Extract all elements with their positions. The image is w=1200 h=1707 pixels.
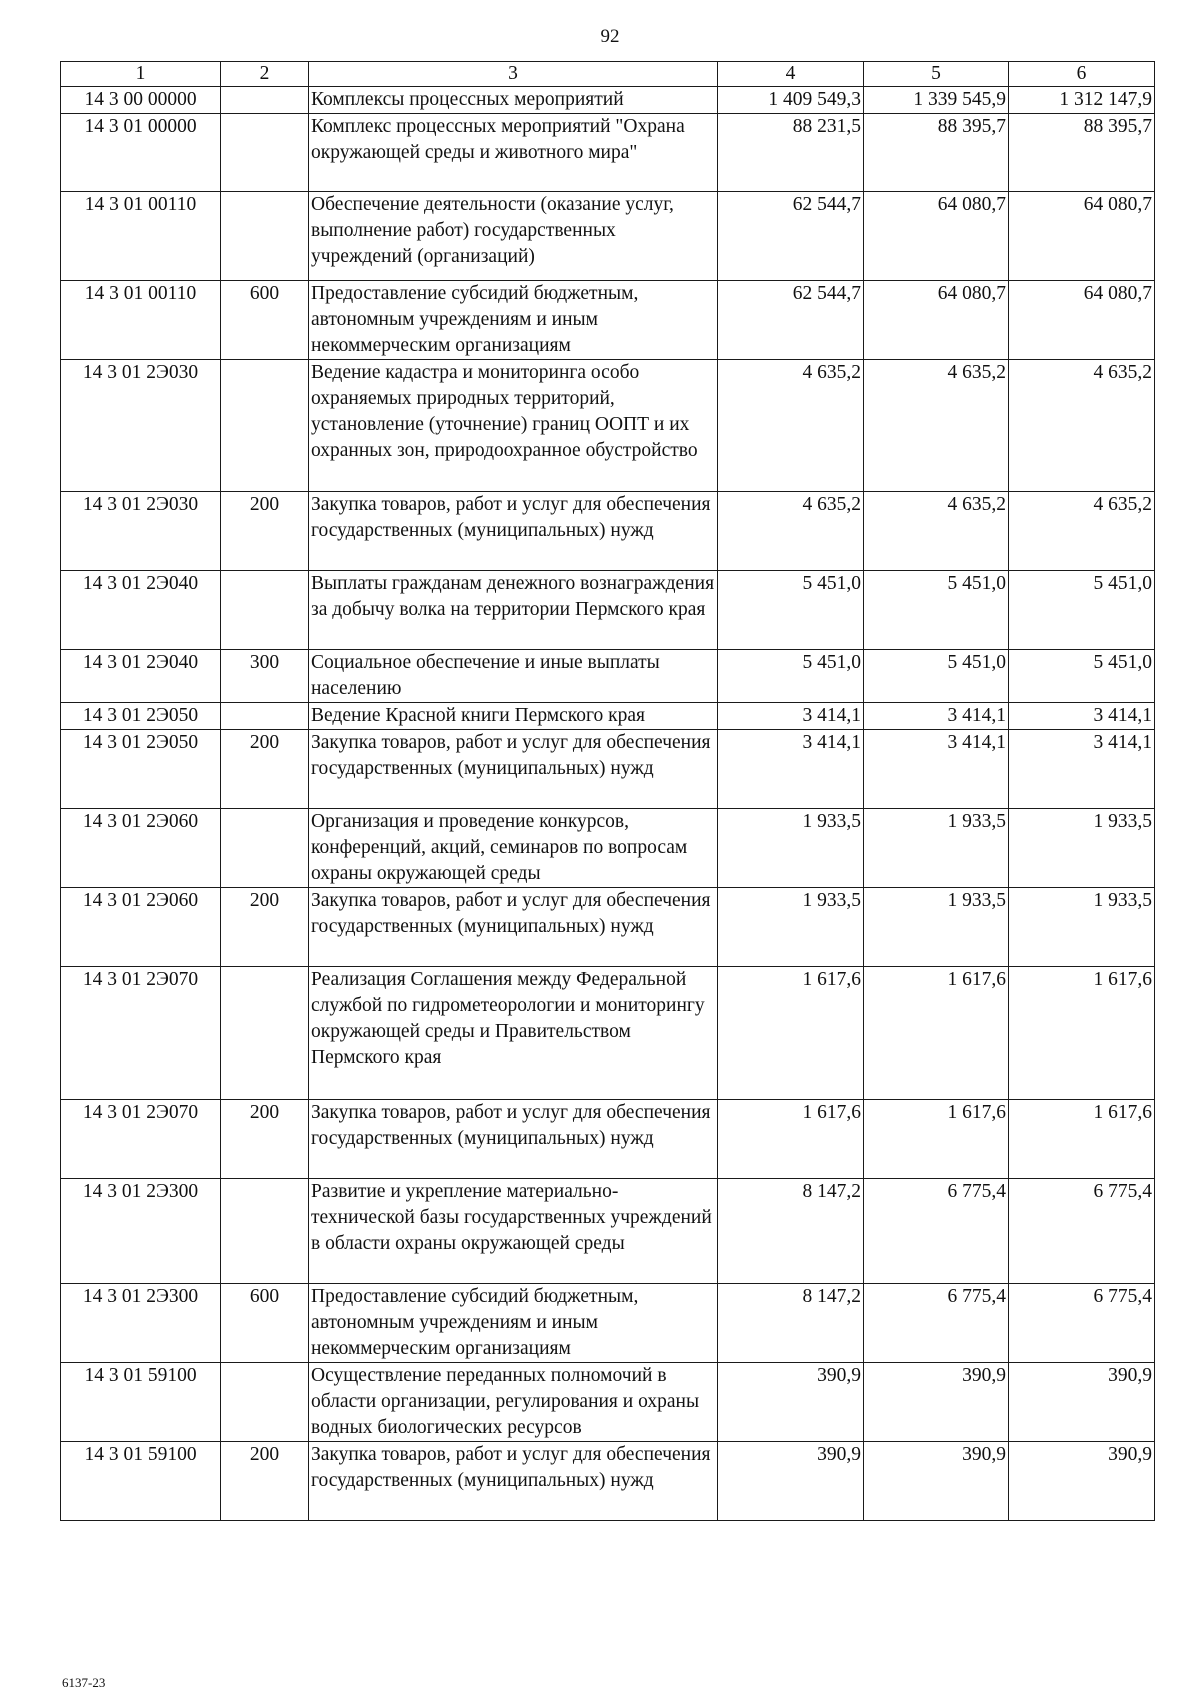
header-row: [61, 62, 1155, 87]
table-row: [61, 114, 1155, 192]
row-value-col6: 1 933,5: [1009, 809, 1155, 888]
document-code: 6137-23: [62, 1675, 106, 1690]
header-col-4: 4: [718, 62, 864, 87]
row-value-col6: 1 617,6: [1009, 1100, 1155, 1179]
row-value-col5: 3 414,1: [864, 730, 1009, 809]
row-expense-type: 300: [221, 650, 309, 703]
row-description: Закупка товаров, работ и услуг для обеспечения государственных (муниципальных) нужд: [309, 730, 718, 809]
row-expense-type: [221, 809, 309, 888]
row-value-col5: 64 080,7: [864, 192, 1009, 281]
row-value-col4: 88 231,5: [718, 114, 864, 192]
row-code: 14 3 01 2Э300: [61, 1179, 221, 1284]
row-value-col6: 5 451,0: [1009, 571, 1155, 650]
table-row: [61, 1179, 1155, 1284]
row-expense-type: [221, 967, 309, 1100]
row-code: 14 3 01 2Э070: [61, 1100, 221, 1179]
row-description: Закупка товаров, работ и услуг для обеспечения государственных (муниципальных) нужд: [309, 492, 718, 571]
table-row: [61, 888, 1155, 967]
row-value-col6: 6 775,4: [1009, 1179, 1155, 1284]
row-value-col4: 3 414,1: [718, 703, 864, 730]
row-code: 14 3 01 2Э040: [61, 650, 221, 703]
row-value-col4: 4 635,2: [718, 492, 864, 571]
row-value-col5: 5 451,0: [864, 571, 1009, 650]
row-value-col5: 390,9: [864, 1442, 1009, 1521]
row-code: 14 3 01 2Э060: [61, 888, 221, 967]
row-value-col6: 88 395,7: [1009, 114, 1155, 192]
row-value-col4: 390,9: [718, 1363, 864, 1442]
table-row: [61, 730, 1155, 809]
row-code: 14 3 01 2Э300: [61, 1284, 221, 1363]
row-description: Развитие и укрепление материально-технической базы государственных учреждений в области охраны окружающей среды: [309, 1179, 718, 1284]
row-code: 14 3 01 2Э030: [61, 360, 221, 492]
row-description: Комплексы процессных мероприятий: [309, 87, 718, 114]
row-value-col6: 390,9: [1009, 1442, 1155, 1521]
row-code: 14 3 00 00000: [61, 87, 221, 114]
table-row: [61, 1100, 1155, 1179]
row-value-col5: 64 080,7: [864, 281, 1009, 360]
row-description: Закупка товаров, работ и услуг для обеспечения государственных (муниципальных) нужд: [309, 888, 718, 967]
row-expense-type: [221, 192, 309, 281]
row-value-col6: 1 312 147,9: [1009, 87, 1155, 114]
row-description: Реализация Соглашения между Федеральной службой по гидрометеорологии и мониторингу окружающей среды и Правительством Пермского края: [309, 967, 718, 1100]
row-expense-type: 200: [221, 888, 309, 967]
page-number: 92: [600, 26, 620, 47]
row-code: 14 3 01 59100: [61, 1442, 221, 1521]
row-description: Обеспечение деятельности (оказание услуг, выполнение работ) государственных учреждений (организаций): [309, 192, 718, 281]
row-value-col5: 88 395,7: [864, 114, 1009, 192]
row-value-col4: 1 617,6: [718, 967, 864, 1100]
row-value-col5: 1 339 545,9: [864, 87, 1009, 114]
row-expense-type: [221, 1179, 309, 1284]
row-value-col5: 1 933,5: [864, 888, 1009, 967]
row-code: 14 3 01 00110: [61, 281, 221, 360]
row-description: Предоставление субсидий бюджетным, автономным учреждениям и иным некоммерческим организациям: [309, 281, 718, 360]
row-expense-type: [221, 703, 309, 730]
table-row: [61, 492, 1155, 571]
row-code: 14 3 01 2Э070: [61, 967, 221, 1100]
header-col-5: 5: [864, 62, 1009, 87]
row-description: Организация и проведение конкурсов, конференций, акций, семинаров по вопросам охраны окружающей среды: [309, 809, 718, 888]
row-value-col5: 1 933,5: [864, 809, 1009, 888]
row-expense-type: [221, 360, 309, 492]
row-value-col5: 4 635,2: [864, 492, 1009, 571]
row-value-col5: 6 775,4: [864, 1179, 1009, 1284]
row-value-col5: 4 635,2: [864, 360, 1009, 492]
row-value-col4: 8 147,2: [718, 1284, 864, 1363]
row-value-col4: 1 617,6: [718, 1100, 864, 1179]
table-row: [61, 650, 1155, 703]
row-value-col4: 1 933,5: [718, 888, 864, 967]
row-value-col6: 5 451,0: [1009, 650, 1155, 703]
table-row: [61, 703, 1155, 730]
row-description: Осуществление переданных полномочий в области организации, регулирования и охраны водных биологических ресурсов: [309, 1363, 718, 1442]
row-description: Ведение кадастра и мониторинга особо охраняемых природных территорий, установление (уточнение) границ ООПТ и их охранных зон, природоохранное обустройство: [309, 360, 718, 492]
header-col-1: 1: [61, 62, 221, 87]
row-value-col5: 1 617,6: [864, 1100, 1009, 1179]
row-value-col5: 6 775,4: [864, 1284, 1009, 1363]
row-code: 14 3 01 59100: [61, 1363, 221, 1442]
table-row: [61, 360, 1155, 492]
row-code: 14 3 01 2Э050: [61, 703, 221, 730]
row-value-col4: 3 414,1: [718, 730, 864, 809]
row-value-col6: 4 635,2: [1009, 492, 1155, 571]
table-row: [61, 809, 1155, 888]
table-row: [61, 192, 1155, 281]
budget-table: [60, 61, 1155, 1521]
header-col-2: 2: [221, 62, 309, 87]
row-description: Выплаты гражданам денежного вознаграждения за добычу волка на территории Пермского края: [309, 571, 718, 650]
row-value-col6: 64 080,7: [1009, 281, 1155, 360]
row-description: Предоставление субсидий бюджетным, автономным учреждениям и иным некоммерческим организациям: [309, 1284, 718, 1363]
row-value-col6: 4 635,2: [1009, 360, 1155, 492]
row-value-col4: 8 147,2: [718, 1179, 864, 1284]
row-value-col6: 1 933,5: [1009, 888, 1155, 967]
row-expense-type: 200: [221, 1442, 309, 1521]
row-expense-type: 200: [221, 730, 309, 809]
row-value-col4: 5 451,0: [718, 650, 864, 703]
row-value-col6: 64 080,7: [1009, 192, 1155, 281]
row-code: 14 3 01 2Э050: [61, 730, 221, 809]
row-value-col5: 5 451,0: [864, 650, 1009, 703]
row-value-col5: 3 414,1: [864, 703, 1009, 730]
header-col-3: 3: [309, 62, 718, 87]
table-row: [61, 967, 1155, 1100]
row-value-col4: 1 409 549,3: [718, 87, 864, 114]
row-value-col4: 62 544,7: [718, 192, 864, 281]
row-expense-type: 600: [221, 281, 309, 360]
row-code: 14 3 01 2Э040: [61, 571, 221, 650]
row-value-col6: 1 617,6: [1009, 967, 1155, 1100]
row-code: 14 3 01 00000: [61, 114, 221, 192]
row-code: 14 3 01 00110: [61, 192, 221, 281]
row-value-col6: 3 414,1: [1009, 703, 1155, 730]
row-expense-type: [221, 571, 309, 650]
table-row: [61, 1363, 1155, 1442]
row-expense-type: 200: [221, 492, 309, 571]
table-row: [61, 571, 1155, 650]
row-expense-type: 600: [221, 1284, 309, 1363]
table-row: [61, 1284, 1155, 1363]
row-description: Социальное обеспечение и иные выплаты населению: [309, 650, 718, 703]
row-value-col4: 62 544,7: [718, 281, 864, 360]
row-description: Комплекс процессных мероприятий "Охрана окружающей среды и животного мира": [309, 114, 718, 192]
row-value-col5: 1 617,6: [864, 967, 1009, 1100]
row-value-col6: 3 414,1: [1009, 730, 1155, 809]
row-value-col5: 390,9: [864, 1363, 1009, 1442]
row-value-col6: 390,9: [1009, 1363, 1155, 1442]
row-code: 14 3 01 2Э030: [61, 492, 221, 571]
header-col-6: 6: [1009, 62, 1155, 87]
row-value-col6: 6 775,4: [1009, 1284, 1155, 1363]
table-row: [61, 1442, 1155, 1521]
row-code: 14 3 01 2Э060: [61, 809, 221, 888]
table-row: [61, 87, 1155, 114]
table-row: [61, 281, 1155, 360]
row-expense-type: 200: [221, 1100, 309, 1179]
row-expense-type: [221, 1363, 309, 1442]
row-description: Закупка товаров, работ и услуг для обеспечения государственных (муниципальных) нужд: [309, 1442, 718, 1521]
row-value-col4: 5 451,0: [718, 571, 864, 650]
row-description: Закупка товаров, работ и услуг для обеспечения государственных (муниципальных) нужд: [309, 1100, 718, 1179]
row-value-col4: 4 635,2: [718, 360, 864, 492]
row-expense-type: [221, 87, 309, 114]
row-value-col4: 1 933,5: [718, 809, 864, 888]
row-expense-type: [221, 114, 309, 192]
row-value-col4: 390,9: [718, 1442, 864, 1521]
row-description: Ведение Красной книги Пермского края: [309, 703, 718, 730]
